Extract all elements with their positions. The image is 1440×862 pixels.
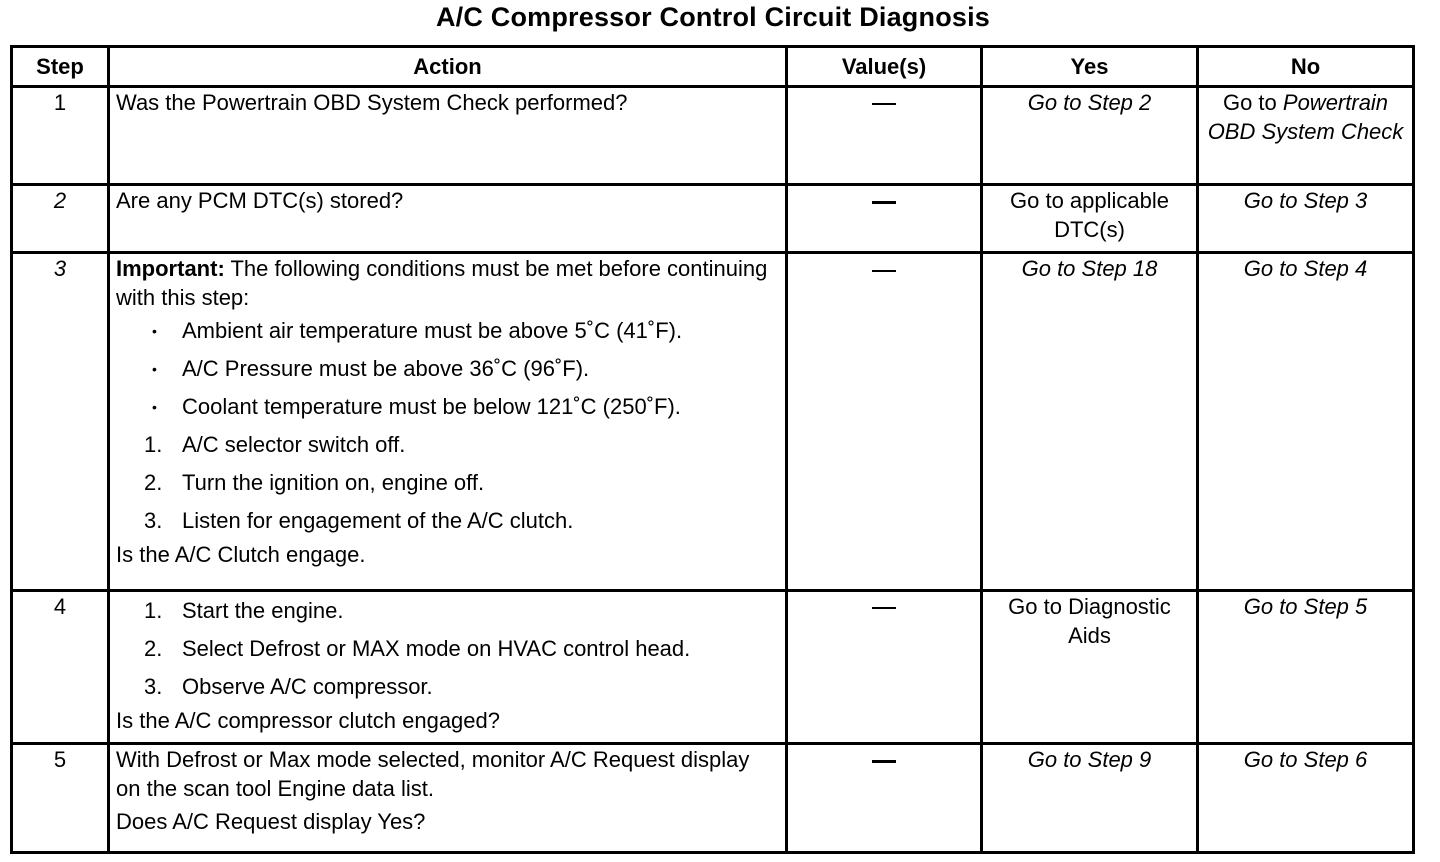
step-text: Listen for engagement of the A/C clutch. [182,508,574,534]
action-text: Are any PCM DTC(s) stored? [116,188,404,214]
list-item [116,464,779,502]
list-item [116,502,779,540]
yes-cell: Go to Step 18 [982,253,1198,591]
table-row [12,253,1414,591]
value-cell [787,744,982,853]
list-item [116,630,779,668]
no-cell [1198,87,1414,185]
no-cell: Go to Step 4 [1198,253,1414,591]
bullet-dot-icon: • [152,399,157,416]
action-cell [109,185,787,253]
no-cell: Go to Step 5 [1198,591,1414,744]
step-index: 3. [144,674,163,700]
bullet-text: Coolant temperature must be below 121˚C (250˚F). [182,394,681,420]
list-item [116,388,779,426]
step-number: 2 [12,185,109,253]
header-step: Step [12,47,109,87]
yes-cell: Go to applicable DTC(s) [982,185,1198,253]
action-cell [109,87,787,185]
important-note [116,254,779,312]
em-dash-icon [872,760,896,763]
bullet-text: A/C Pressure must be above 36˚C (96˚F). [182,356,590,382]
list-item [116,350,779,388]
step-text: A/C selector switch off. [182,432,406,458]
important-text: The following conditions must be met before continuing with this step: [116,256,768,311]
table-row [12,87,1414,185]
action-cell [109,591,787,744]
action-text: With Defrost or Max mode selected, monitor A/C Request display on the scan tool Engine data list. [116,747,750,802]
table-row [12,185,1414,253]
yes-cell: Go to Diagnostic Aids [982,591,1198,744]
yes-cell: Go to Step 9 [982,744,1198,853]
step-text: Observe A/C compressor. [182,674,433,700]
diagnosis-table [10,45,1415,854]
list-item [116,592,779,630]
step-number: 5 [12,744,109,853]
list-item [116,312,779,350]
table-row [12,591,1414,744]
header-yes: Yes [982,47,1198,87]
action-text: Was the Powertrain OBD System Check performed? [116,90,628,115]
header-action: Action [109,47,787,87]
step-number: 4 [12,591,109,744]
no-cell: Go to Step 3 [1198,185,1414,253]
no-cell: Go to Step 6 [1198,744,1414,853]
action-cell [109,744,787,853]
step-number: 3 [12,253,109,591]
no-prefix: Go to [1222,90,1277,115]
action-question: Is the A/C Clutch engage. [116,542,366,568]
step-index: 1. [144,598,163,624]
action-cell [109,253,787,591]
step-text: Select Defrost or MAX mode on HVAC control head. [182,636,691,662]
list-item [116,426,779,464]
bullet-text: Ambient air temperature must be above 5˚C (41˚F). [182,318,683,344]
page-title: A/C Compressor Control Circuit Diagnosis [435,2,991,32]
step-index: 2. [144,636,163,662]
bullet-dot-icon: • [152,323,157,340]
em-dash-icon [872,201,896,204]
em-dash-icon [872,103,896,105]
table-header-row [12,47,1414,87]
step-text: Start the engine. [182,598,344,624]
em-dash-icon [872,607,896,609]
step-index: 1. [144,432,163,458]
step-text: Turn the ignition on, engine off. [182,470,485,496]
bullet-dot-icon: • [152,361,157,378]
header-no: No [1198,47,1414,87]
step-index: 3. [144,508,163,534]
no-link: Powertrain OBD System Check [1207,90,1404,144]
value-cell [787,591,982,744]
list-item [116,668,779,706]
value-cell [787,87,982,185]
value-cell [787,185,982,253]
header-value: Value(s) [787,47,982,87]
value-cell [787,253,982,591]
important-label: Important: [116,256,225,282]
em-dash-icon [872,270,896,272]
step-number: 1 [12,87,109,185]
yes-cell: Go to Step 2 [982,87,1198,185]
step-index: 2. [144,470,163,496]
table-row [12,744,1414,853]
action-question: Is the A/C compressor clutch engaged? [116,708,500,734]
action-question: Does A/C Request display Yes? [116,809,426,835]
